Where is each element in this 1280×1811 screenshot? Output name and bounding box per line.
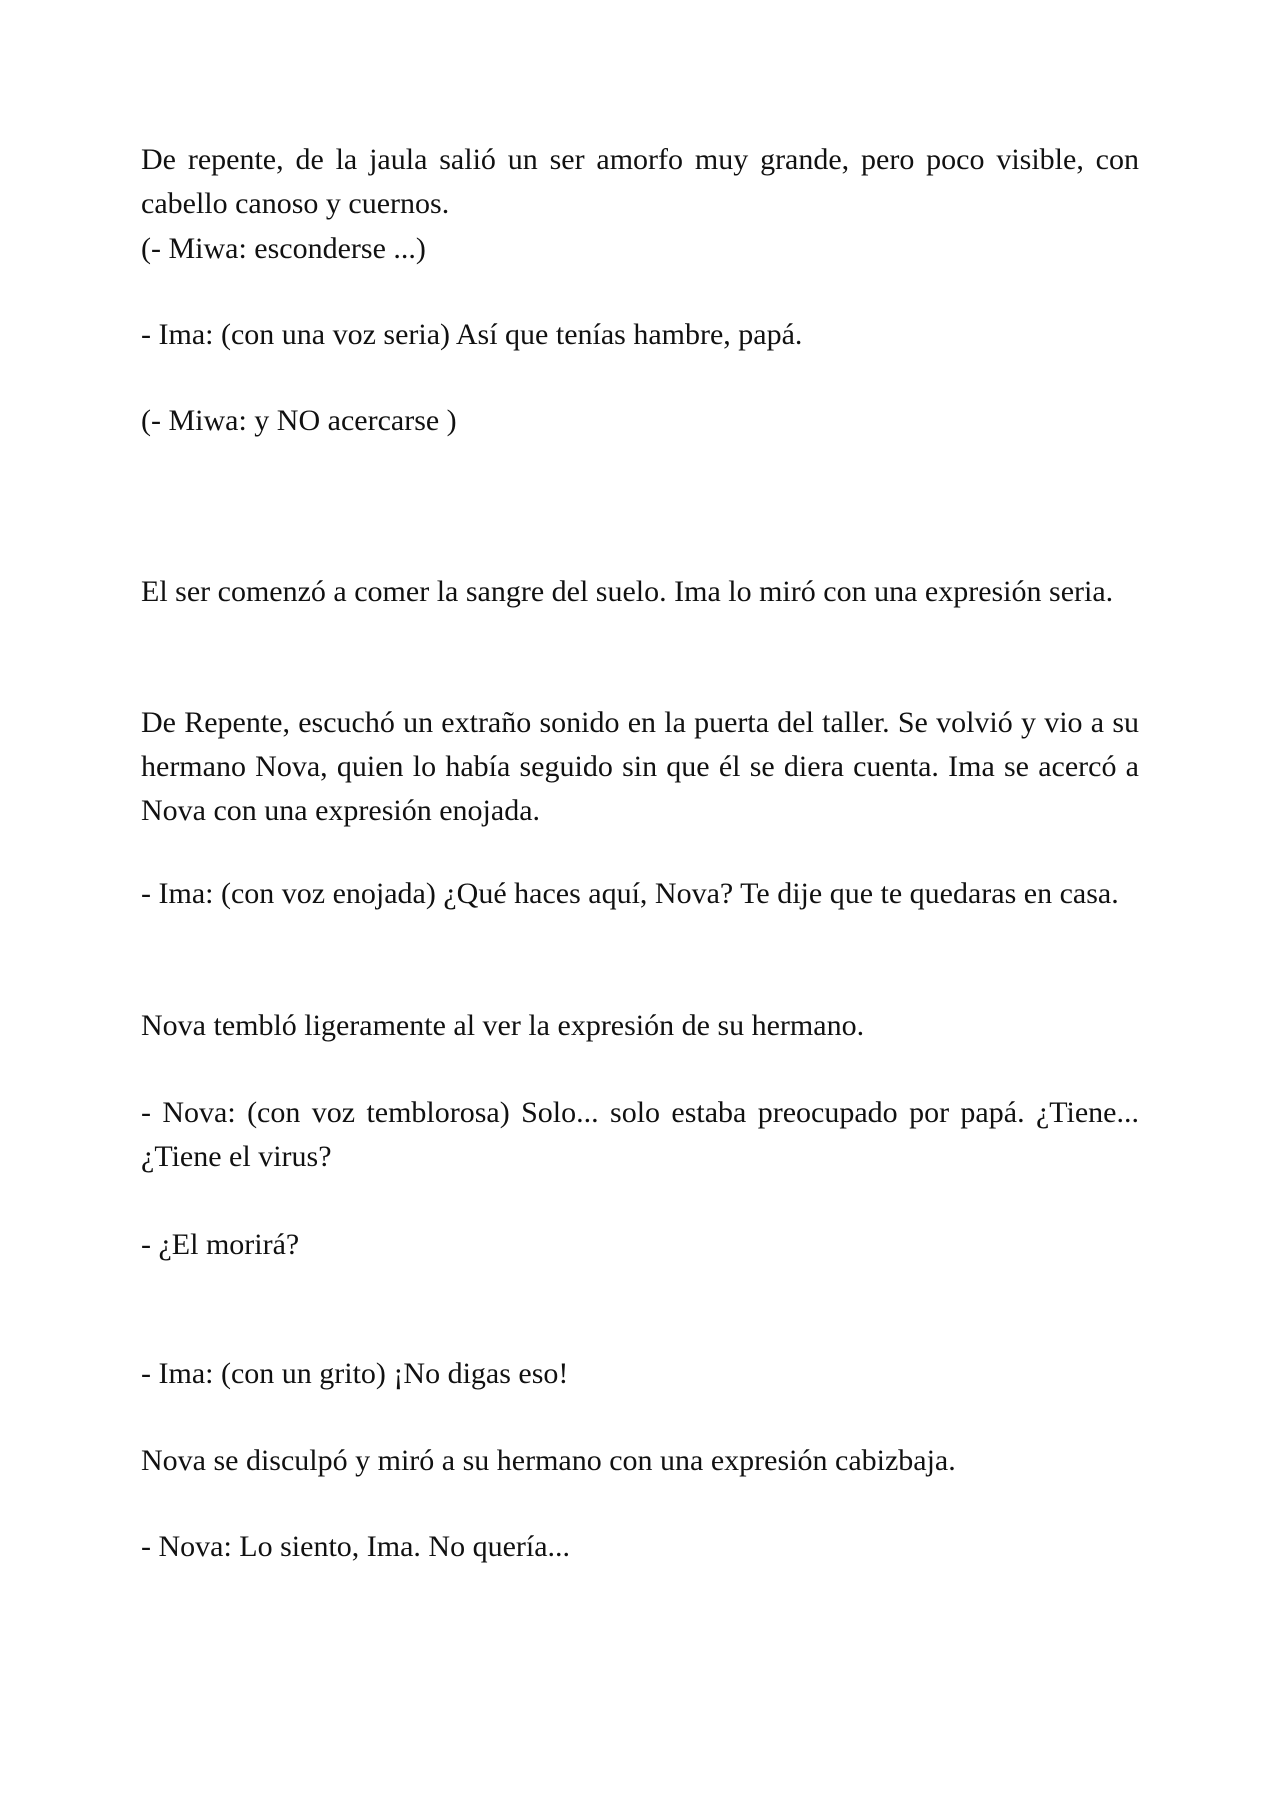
paragraph-2: (- Miwa: esconderse ...) (141, 232, 426, 265)
paragraph-4: (- Miwa: y NO acercarse ) (141, 404, 457, 437)
paragraph-7: - Ima: (con voz enojada) ¿Qué haces aquí, Nova? Te dije que te quedaras en casa. (141, 877, 1119, 910)
paragraph-9: - Nova: (con voz temblorosa) Solo... solo estaba preocupado por papá. ¿Tiene... ¿Tiene el virus? (141, 1096, 1139, 1173)
paragraph-12: Nova se disculpó y miró a su hermano con una expresión cabizbaja. (141, 1444, 956, 1477)
paragraph-11: - Ima: (con un grito) ¡No digas eso! (141, 1357, 569, 1390)
paragraph-5: El ser comenzó a comer la sangre del suelo. Ima lo miró con una expresión seria. (141, 575, 1114, 608)
paragraph-1: De repente, de la jaula salió un ser amorfo muy grande, pero poco visible, con cabello canoso y cuernos. (141, 143, 1139, 220)
paragraph-13: - Nova: Lo siento, Ima. No quería... (141, 1530, 571, 1563)
paragraph-6: De Repente, escuchó un extraño sonido en la puerta del taller. Se volvió y vio a su hermano Nova, quien lo había seguido sin que él se diera cuenta. Ima se acercó a Nova con una expresión enojada. (141, 706, 1139, 827)
paragraph-8: Nova tembló ligeramente al ver la expresión de su hermano. (141, 1009, 865, 1042)
paragraph-10: - ¿El morirá? (141, 1228, 300, 1261)
paragraph-3: - Ima: (con una voz seria) Así que tenías hambre, papá. (141, 318, 803, 351)
